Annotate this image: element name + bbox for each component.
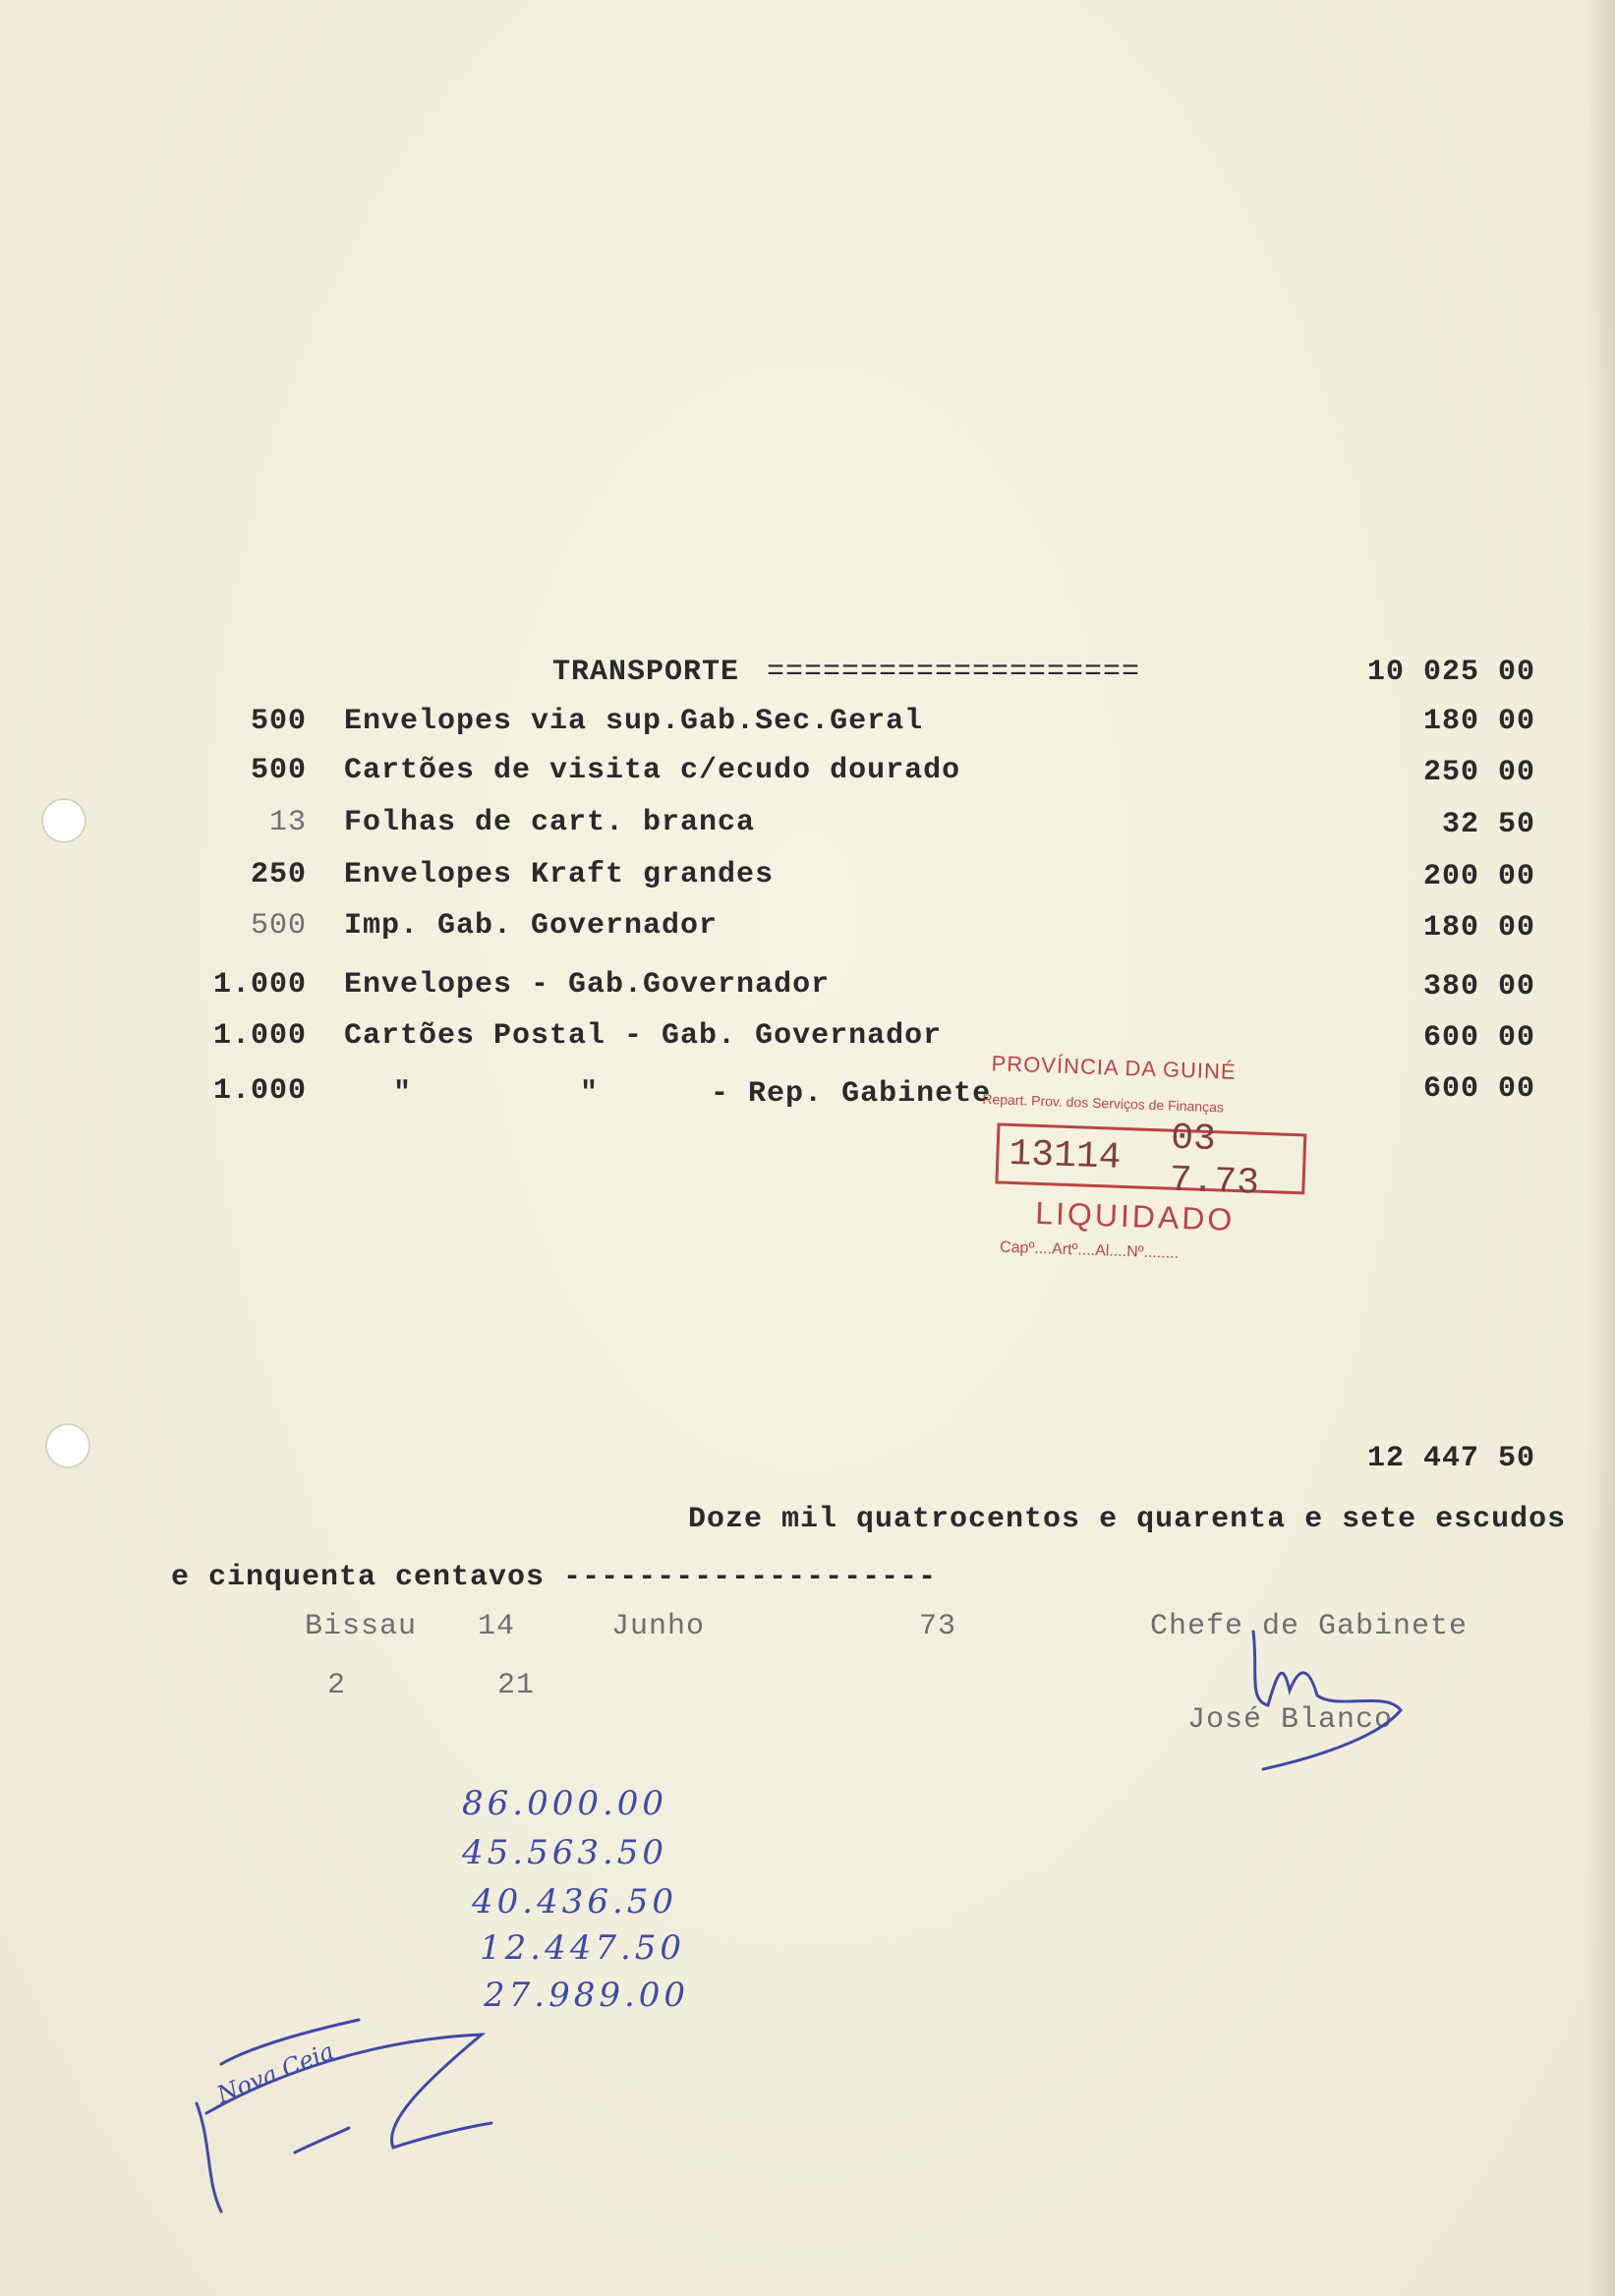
stamp-status: LIQUIDADO <box>1034 1194 1236 1237</box>
item-amount: 250 00 <box>1422 756 1535 789</box>
item-qty: 500 <box>250 909 307 943</box>
reference-a: 2 <box>327 1669 347 1702</box>
reference-b: 21 <box>497 1669 536 1702</box>
total-in-words-line1: Doze mil quatrocentos e quarenta e sete escudos <box>688 1503 1567 1536</box>
item-qty: 1.000 <box>212 1019 307 1053</box>
item-amount: 180 00 <box>1422 911 1535 945</box>
item-description: Cartões de visita c/ecudo dourado <box>344 754 961 787</box>
stamp-department: Repart. Prov. dos Serviços de Finanças <box>982 1090 1225 1116</box>
transporte-leader: ==================== <box>767 656 1141 689</box>
date-month: Junho <box>611 1610 706 1643</box>
initials-signature-stroke <box>197 2020 491 2211</box>
item-description: " " - Rep. Gabinete <box>393 1077 992 1111</box>
item-qty: 500 <box>250 705 307 738</box>
stamp-province: PROVÍNCIA DA GUINÉ <box>991 1051 1238 1084</box>
signatory-title: Chefe de Gabinete <box>1150 1610 1469 1643</box>
item-description: Envelopes via sup.Gab.Sec.Geral <box>344 705 924 738</box>
item-qty: 250 <box>250 858 307 891</box>
item-amount: 600 00 <box>1422 1021 1535 1055</box>
stamp-fields: Capº....Artº....Al....Nº........ <box>999 1238 1180 1262</box>
total-in-words-line2: e cinquenta centavos -------------------- <box>171 1561 938 1594</box>
item-amount: 32 50 <box>1441 808 1535 841</box>
date-year: 73 <box>919 1610 957 1643</box>
chefe-signature-stroke <box>1253 1632 1401 1769</box>
total-amount: 12 447 50 <box>1366 1442 1535 1475</box>
calc-line: 86.000.00 <box>462 1784 668 1823</box>
calc-line: 40.436.50 <box>472 1882 678 1922</box>
stamp-date: 03 7.73 <box>1168 1117 1260 1205</box>
item-amount: 180 00 <box>1422 705 1535 738</box>
item-qty: 500 <box>250 754 307 787</box>
transporte-amount: 10 025 00 <box>1366 656 1535 689</box>
date-day: 14 <box>478 1610 516 1643</box>
calc-line: 12.447.50 <box>480 1928 686 1968</box>
item-description: Envelopes - Gab.Governador <box>344 968 831 1002</box>
item-description: Folhas de cart. branca <box>344 806 756 839</box>
place: Bissau <box>305 1610 418 1643</box>
calc-line: 27.989.00 <box>484 1976 690 2015</box>
item-amount: 380 00 <box>1422 970 1535 1004</box>
item-description: Imp. Gab. Governador <box>344 909 719 943</box>
item-description: Envelopes Kraft grandes <box>344 858 775 891</box>
signatory-name: José Blanco <box>1187 1703 1394 1737</box>
item-qty: 1.000 <box>212 968 307 1002</box>
transporte-label: TRANSPORTE <box>552 656 740 689</box>
calc-line: 45.563.50 <box>462 1833 668 1872</box>
item-amount: 600 00 <box>1422 1072 1535 1106</box>
stamp-number: 13114 <box>1008 1132 1123 1179</box>
item-qty: 1.000 <box>212 1074 307 1108</box>
initials-text: Nova Ceia <box>212 2037 338 2109</box>
item-qty: 13 <box>268 806 307 839</box>
item-amount: 200 00 <box>1422 860 1535 893</box>
item-description: Cartões Postal - Gab. Governador <box>344 1019 943 1053</box>
